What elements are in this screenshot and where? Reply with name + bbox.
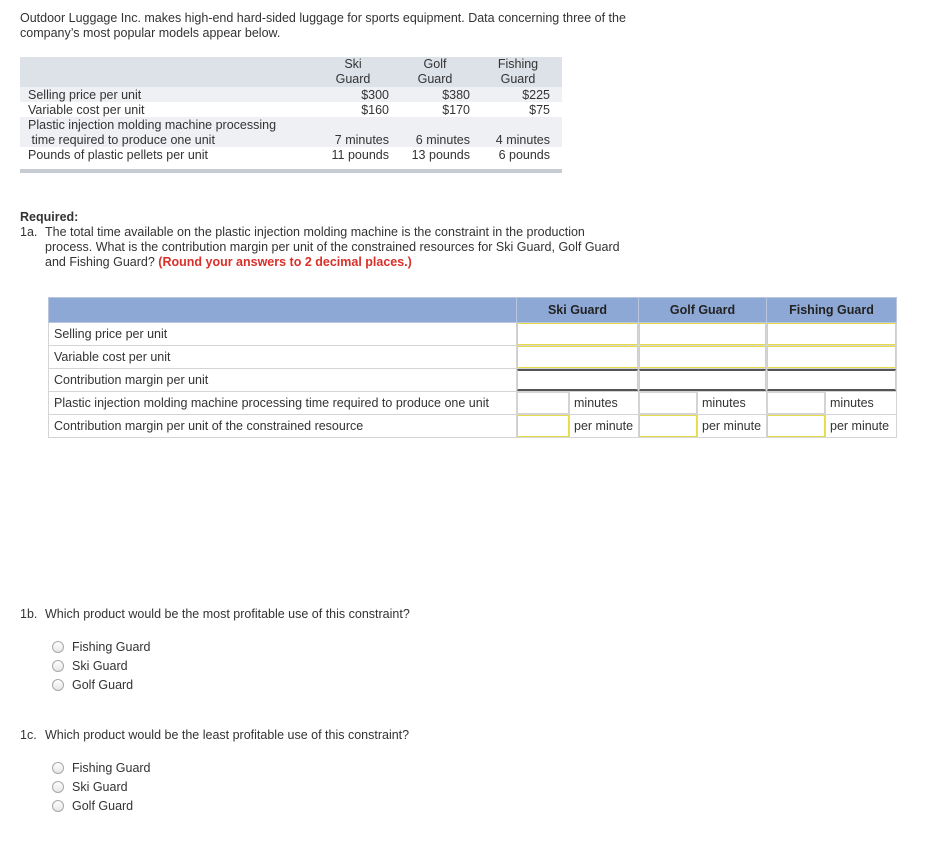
- radio-button[interactable]: [52, 762, 64, 774]
- fishing-contribution-margin-input[interactable]: [767, 369, 896, 391]
- fishing-selling-price-input[interactable]: [767, 323, 896, 345]
- cell-value: $170: [442, 103, 470, 117]
- golf-cm-constrained-input[interactable]: [639, 415, 697, 437]
- row-label-selling-price: Selling price per unit: [49, 323, 517, 346]
- table-row: [49, 392, 897, 415]
- q1c-options: [52, 758, 151, 815]
- question-1c-text: Which product would be the least profitable use of this constraint?: [45, 728, 410, 742]
- required-section: [20, 210, 630, 270]
- unit-label: minutes: [826, 392, 897, 415]
- radio-button[interactable]: [52, 781, 64, 793]
- q1b-options: [52, 637, 151, 694]
- row-label-cm-constrained: Contribution margin per unit of the constrained resource: [49, 415, 517, 438]
- row-label-variable-cost: Variable cost per unit: [49, 346, 517, 369]
- ski-cm-constrained-input[interactable]: [517, 415, 569, 437]
- col-header-fishing: Fishing Guard: [497, 57, 539, 86]
- cell-value: $160: [361, 103, 389, 117]
- radio-button[interactable]: [52, 800, 64, 812]
- row-label: Variable cost per unit: [28, 103, 145, 117]
- required-title: Required:: [20, 210, 79, 224]
- cell-value: 4 minutes: [495, 133, 550, 147]
- option-label: Ski Guard: [72, 658, 128, 673]
- table-row: [49, 323, 897, 346]
- radio-button[interactable]: [52, 660, 64, 672]
- col-header-fishing-guard: Fishing Guard: [767, 298, 897, 323]
- col-header-ski: Ski Guard: [335, 57, 371, 86]
- row-label-contribution-margin: Contribution margin per unit: [49, 369, 517, 392]
- table-row: [49, 369, 897, 392]
- cell-value: 7 minutes: [334, 133, 389, 147]
- golf-variable-cost-input[interactable]: [639, 346, 766, 368]
- question-number: 1c.: [20, 728, 37, 742]
- table-row: [49, 346, 897, 369]
- given-data-table: [20, 57, 562, 174]
- q1b-option-fishing[interactable]: [52, 637, 151, 656]
- q1b-option-golf[interactable]: [52, 675, 151, 694]
- answer-header-row: [49, 298, 897, 323]
- option-label: Ski Guard: [72, 779, 128, 794]
- fishing-processing-time-input[interactable]: [767, 392, 825, 414]
- ski-selling-price-input[interactable]: [517, 323, 638, 345]
- answer-table: [48, 297, 897, 438]
- table-bottom-bar: [20, 169, 562, 173]
- question-number: 1a.: [20, 225, 38, 239]
- question-1b-text: Which product would be the most profitable use of this constraint?: [45, 607, 410, 621]
- col-header-golf: Golf Guard: [417, 57, 453, 86]
- cell-value: $225: [522, 88, 550, 102]
- table-row: [49, 415, 897, 438]
- cell-value: 11 pounds: [331, 148, 389, 162]
- cell-value: $380: [442, 88, 470, 102]
- q1b-option-ski[interactable]: [52, 656, 151, 675]
- question-1a-text: The total time available on the plastic injection molding machine is the constraint in the production process. What is the contribution margin per unit of the constrained resources for Ski Guard, Golf Guard and Fishing Guard? (Round your answers to 2 decimal places.): [45, 225, 620, 269]
- option-label: Fishing Guard: [72, 760, 151, 775]
- row-label: Plastic injection molding machine processing: [28, 118, 277, 132]
- col-header-golf-guard: Golf Guard: [639, 298, 767, 323]
- unit-label: per minute: [570, 415, 639, 438]
- unit-label: minutes: [570, 392, 639, 415]
- ski-contribution-margin-input[interactable]: [517, 369, 638, 391]
- radio-button[interactable]: [52, 679, 64, 691]
- header-band: [20, 57, 562, 87]
- question-1b: [20, 607, 410, 622]
- q1c-option-fishing[interactable]: [52, 758, 151, 777]
- q1c-option-ski[interactable]: [52, 777, 151, 796]
- unit-label: per minute: [698, 415, 767, 438]
- row-label: Selling price per unit: [28, 88, 142, 102]
- row-label: time required to produce one unit: [28, 133, 215, 147]
- row-label-processing-time: Plastic injection molding machine processing time required to produce one unit: [49, 392, 517, 415]
- fishing-cm-constrained-input[interactable]: [767, 415, 825, 437]
- row-label: Pounds of plastic pellets per unit: [28, 148, 208, 162]
- question-number: 1b.: [20, 607, 38, 621]
- cell-value: 6 pounds: [498, 148, 550, 162]
- radio-button[interactable]: [52, 641, 64, 653]
- option-label: Fishing Guard: [72, 639, 151, 654]
- col-header-ski-guard: Ski Guard: [517, 298, 639, 323]
- intro-text: Outdoor Luggage Inc. makes high-end hard-sided luggage for sports equipment. Data concerning three of the company’s most popular models appear below.: [20, 11, 626, 40]
- question-1c: [20, 728, 409, 743]
- cell-value: $75: [529, 103, 550, 117]
- golf-processing-time-input[interactable]: [639, 392, 697, 414]
- option-label: Golf Guard: [72, 798, 134, 813]
- unit-label: minutes: [698, 392, 767, 415]
- fishing-variable-cost-input[interactable]: [767, 346, 896, 368]
- cell-value: 6 minutes: [415, 133, 470, 147]
- cell-value: 13 pounds: [411, 148, 470, 162]
- option-label: Golf Guard: [72, 677, 134, 692]
- ski-processing-time-input[interactable]: [517, 392, 569, 414]
- unit-label: per minute: [826, 415, 897, 438]
- rounding-note: (Round your answers to 2 decimal places.): [158, 255, 412, 269]
- cell-value: $300: [361, 88, 389, 102]
- ski-variable-cost-input[interactable]: [517, 346, 638, 368]
- q1c-option-golf[interactable]: [52, 796, 151, 815]
- golf-selling-price-input[interactable]: [639, 323, 766, 345]
- golf-contribution-margin-input[interactable]: [639, 369, 766, 391]
